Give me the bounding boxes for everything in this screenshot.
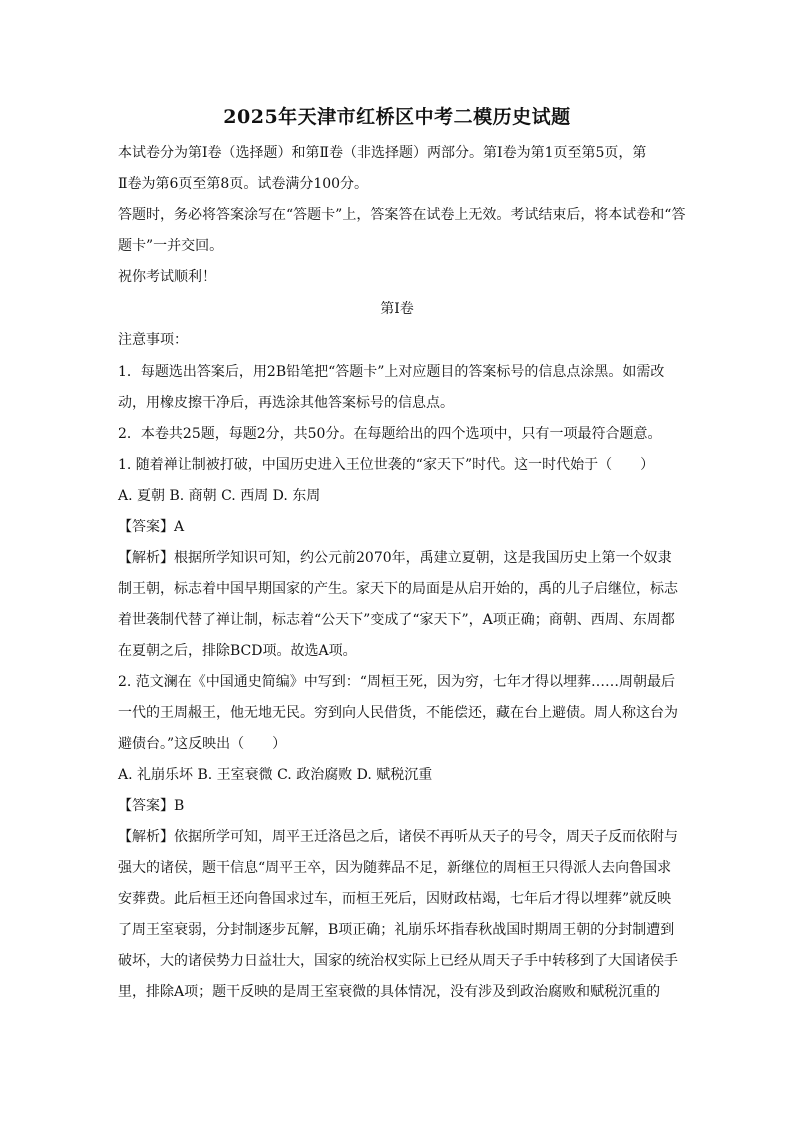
q2-analysis-line-2: 强大的诸侯，题干信息“周平王卒，因为随葬品不足，新继位的周桓王只得派人去向鲁国求 [118, 860, 672, 876]
section-heading: 第Ⅰ卷 [380, 301, 414, 317]
q2-analysis-line-3: 安葬费。此后桓王还向鲁国求过车，而桓王死后，因财政枯竭，七年后才得以埋葬”就反映 [118, 891, 672, 907]
notice-line-2: 动，用橡皮擦干净后，再选涂其他答案标号的信息点。 [118, 395, 454, 411]
q2-analysis-line-1: 【解析】依据所学可知，周平王迁洛邑之后，诸侯不再听从天子的号令，周天子反而依附与 [118, 829, 678, 845]
page-title: 2025年天津市红桥区中考二模历史试题 [223, 106, 571, 128]
intro-line-3: 答题时，务必将答案涂写在“答题卡”上，答案答在试卷上无效。考试结束后，将本试卷和“答 [118, 207, 686, 223]
notice-heading: 注意事项： [118, 332, 188, 348]
q1-stem: 1. 随着禅让制被打破，中国历史进入王位世袭的“家天下”时代。这一时代始于（ ） [118, 457, 655, 473]
q1-analysis-line-2: 制王朝，标志着中国早期国家的产生。家天下的局面是从启开始的，禹的儿子启继位，标志 [118, 581, 678, 597]
intro-line-5: 祝你考试顺利！ [118, 269, 216, 285]
q2-stem-line-1: 2. 范文澜在《中国通史简编》中写到：“周桓王死，因为穷，七年才得以埋葬……周朝最后 [118, 674, 675, 690]
q2-options: A. 礼崩乐坏 B. 王室衰微 C. 政治腐败 D. 赋税沉重 [118, 767, 433, 783]
q1-analysis-line-3: 着世袭制代替了禅让制，标志着“公天下”变成了“家天下”，A项正确；商朝、西周、东周都 [118, 612, 675, 628]
q2-stem-line-3: 避债台。”这反映出（ ） [118, 736, 287, 752]
q1-answer: 【答案】A [118, 519, 185, 535]
intro-line-2: Ⅱ卷为第6页至第8页。试卷满分100分。 [118, 176, 369, 192]
notice-line-1: 1．每题选出答案后，用2B铅笔把“答题卡”上对应题目的答案标号的信息点涂黑。如需改 [118, 364, 665, 380]
q1-analysis-line-1: 【解析】根据所学知识可知，约公元前2070年，禹建立夏朝，这是我国历史上第一个奴隶 [118, 550, 672, 566]
q2-answer: 【答案】B [118, 798, 185, 814]
q2-analysis-line-6: 里，排除A项；题干反映的是周王室衰微的具体情况，没有涉及到政治腐败和赋税沉重的 [118, 984, 661, 1000]
notice-line-3: 2．本卷共25题，每题2分，共50分。在每题给出的四个选项中，只有一项最符合题意。 [118, 426, 662, 442]
intro-line-4: 题卡”一并交回。 [118, 238, 224, 254]
intro-line-1: 本试卷分为第Ⅰ卷（选择题）和第Ⅱ卷（非选择题）两部分。第Ⅰ卷为第1页至第5页，第 [118, 145, 647, 161]
q1-options: A. 夏朝 B. 商朝 C. 西周 D. 东周 [118, 488, 321, 504]
q1-analysis-line-4: 在夏朝之后，排除BCD项。故选A项。 [118, 643, 357, 659]
q2-analysis-line-4: 了周王室衰弱，分封制逐步瓦解，B项正确；礼崩乐坏指春秋战国时期周王朝的分封制遭到 [118, 922, 675, 938]
q2-analysis-line-5: 破坏，大的诸侯势力日益壮大，国家的统治权实际上已经从周天子手中转移到了大国诸侯手 [118, 953, 678, 969]
q2-stem-line-2: 一代的王周赧王，他无地无民。穷到向人民借货，不能偿还，藏在台上避债。周人称这台为 [118, 705, 678, 721]
